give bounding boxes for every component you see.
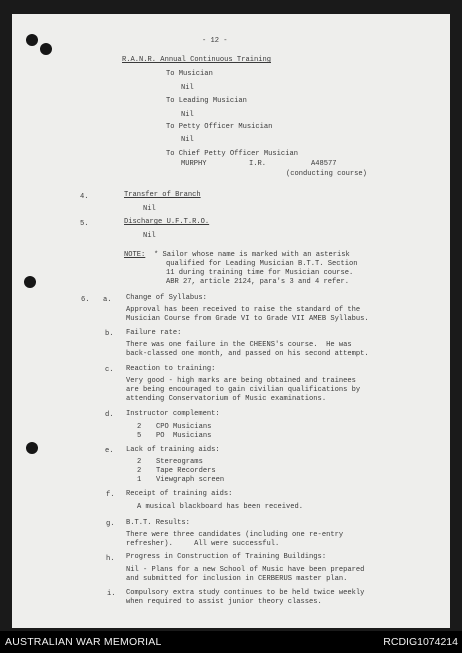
sub-letter: i. xyxy=(107,590,116,598)
ranr-line: Nil xyxy=(181,84,194,92)
row-qty: 5 xyxy=(137,432,142,440)
ranr-line: Nil xyxy=(181,136,194,144)
sub-line: and submitted for inclusion in CERBERUS master plan. xyxy=(126,575,348,583)
sub-title: Receipt of training aids: xyxy=(126,490,233,498)
note-line: * Sailor whose name is marked with an asterisk xyxy=(154,251,350,259)
row-item: Stereograms xyxy=(156,458,203,466)
ranr-line: Nil xyxy=(181,111,194,119)
sub-title: Failure rate: xyxy=(126,329,182,337)
row-item: PO Musicians xyxy=(156,432,212,440)
sub-letter: c. xyxy=(105,366,114,374)
ranr-line: To Petty Officer Musician xyxy=(166,123,273,131)
sailor-number: A48577 xyxy=(311,160,337,168)
sub-line: A musical blackboard has been received. xyxy=(137,503,304,511)
row-qty: 1 xyxy=(137,476,142,484)
sub-line: when required to assist junior theory classes. xyxy=(126,598,322,606)
sub-title: Instructor complement: xyxy=(126,410,220,418)
sailor-name: MURPHY xyxy=(181,160,207,168)
item-number: 4. xyxy=(80,193,89,201)
archive-name: AUSTRALIAN WAR MEMORIAL xyxy=(5,636,162,648)
sub-line: are being encouraged to gain civilian qualifications by xyxy=(126,386,361,394)
row-qty: 2 xyxy=(137,423,142,431)
item-number: 6. xyxy=(81,296,90,304)
sub-letter: h. xyxy=(106,555,115,563)
sailor-initials: I.R. xyxy=(249,160,267,168)
sub-line: attending Conservatorium of Music examinations. xyxy=(126,395,327,403)
sub-letter: e. xyxy=(105,447,114,455)
row-item: Viewgraph screen xyxy=(156,476,225,484)
sub-title: Progress in Construction of Training Buildings: xyxy=(126,553,327,561)
sub-letter: d. xyxy=(105,411,114,419)
sailor-note: (conducting course) xyxy=(286,170,367,178)
sub-line: There were three candidates (including one re-entry xyxy=(126,531,344,539)
row-item: Tape Recorders xyxy=(156,467,216,475)
item-heading: Transfer of Branch xyxy=(124,191,201,199)
sub-line: Nil - Plans for a new School of Music have been prepared xyxy=(126,566,365,574)
sub-line: refresher). All were successful. xyxy=(126,540,280,548)
ranr-heading: R.A.N.R. Annual Continuous Training xyxy=(122,56,271,64)
item-text: Nil xyxy=(143,232,156,240)
sub-line: back-classed one month, and passed on his second attempt. xyxy=(126,350,369,358)
sub-letter: g. xyxy=(106,520,115,528)
note-line: 11 during training time for Musician course. xyxy=(166,269,354,277)
sub-line: Musician Course from Grade VI to Grade VII AMEB Syllabus. xyxy=(126,315,369,323)
item-heading: Discharge U.F.T.R.O. xyxy=(124,218,210,226)
sub-line: Compulsory extra study continues to be held twice weekly xyxy=(126,589,365,597)
sub-line: Very good - high marks are being obtained and trainees xyxy=(126,377,356,385)
item-number: 5. xyxy=(80,220,89,228)
note-line: ABR 27, article 2124, para's 3 and 4 refer. xyxy=(166,278,350,286)
document-page xyxy=(12,14,450,628)
row-qty: 2 xyxy=(137,458,142,466)
item-text: Nil xyxy=(143,205,156,213)
sub-line: Approval has been received to raise the standard of the xyxy=(126,306,361,314)
punch-hole xyxy=(40,43,52,55)
note-line: qualified for Leading Musician B.T.T. Section xyxy=(166,260,358,268)
sub-line: There was one failure in the CHEENS's course. He was xyxy=(126,341,352,349)
sub-title: Reaction to training: xyxy=(126,365,216,373)
punch-hole xyxy=(26,34,38,46)
ranr-line: To Leading Musician xyxy=(166,97,247,105)
archive-footer xyxy=(0,631,462,653)
page-number: - 12 - xyxy=(202,37,228,45)
note-label: NOTE: xyxy=(124,251,146,259)
sub-letter: f. xyxy=(106,491,115,499)
sub-title: Change of Syllabus: xyxy=(126,294,207,302)
sub-letter: a. xyxy=(103,296,112,304)
sub-title: Lack of training aids: xyxy=(126,446,220,454)
punch-hole xyxy=(24,276,36,288)
sub-title: B.T.T. Results: xyxy=(126,519,190,527)
record-id: RCDIG1074214 xyxy=(383,636,458,648)
punch-hole xyxy=(26,442,38,454)
row-qty: 2 xyxy=(137,467,142,475)
ranr-line: To Musician xyxy=(166,70,213,78)
row-item: CPO Musicians xyxy=(156,423,212,431)
ranr-line: To Chief Petty Officer Musician xyxy=(166,150,298,158)
sub-letter: b. xyxy=(105,330,114,338)
